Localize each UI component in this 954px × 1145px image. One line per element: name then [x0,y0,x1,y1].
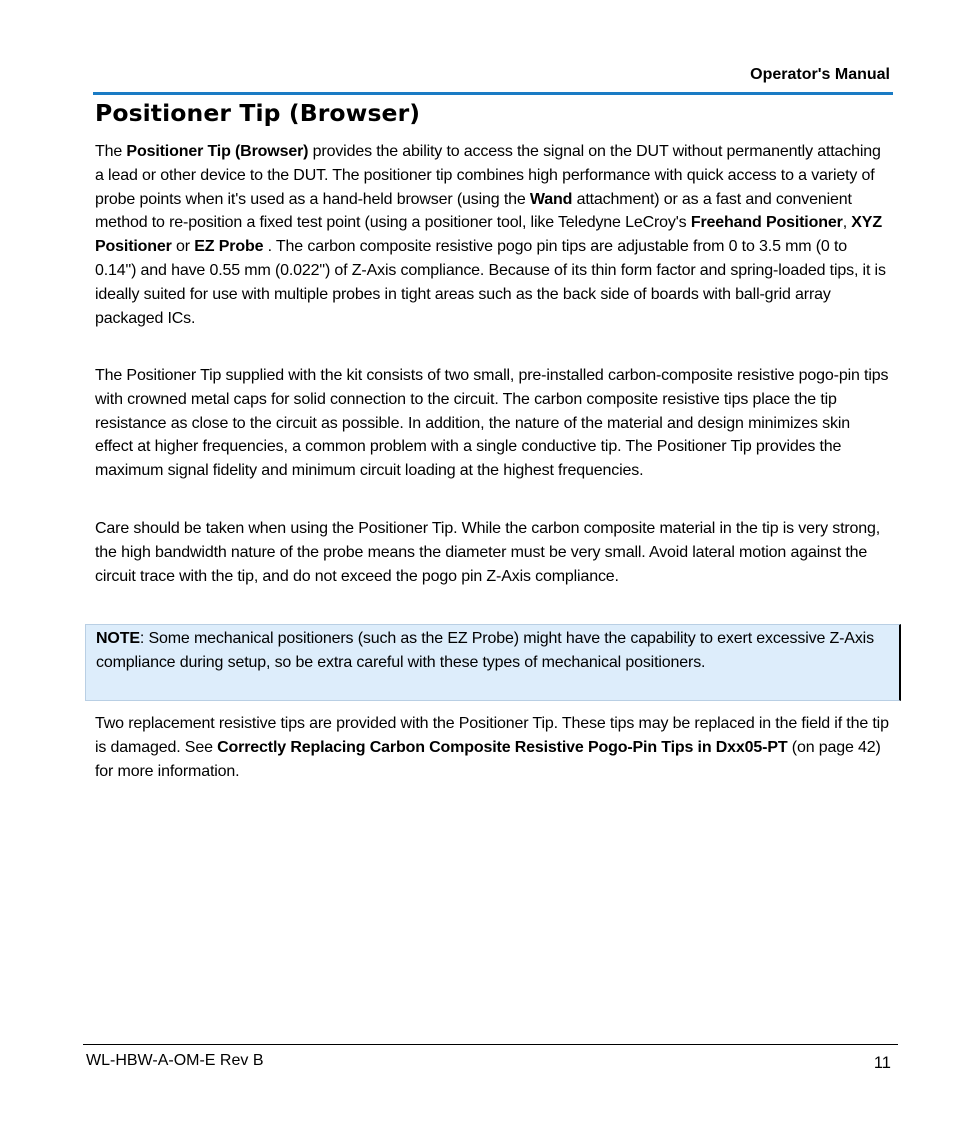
text-run: provides the ability to access the signal on the DUT without permanently attaching a lead or other device to the DUT. The positioner tip combines high performance with quick access to a variety of probe points when it's used as a hand-held browser (using the [95,143,881,208]
text-run: or [171,238,195,256]
footer-doc-id: WL-HBW-A-OM-E Rev B [86,1052,264,1069]
note-text [96,627,886,675]
footer-rule [83,1044,898,1045]
bold-text-run: Freehand Positioner [690,214,843,232]
running-header: Operator's Manual [750,66,890,83]
paragraph-replacement-tips [95,712,890,783]
text-run: , [842,214,852,232]
header-rule [93,92,893,95]
paragraph-care [95,517,890,588]
bold-text-run: Positioner Tip (Browser) [126,143,309,160]
bold-text-run: NOTE [96,630,140,647]
paragraph-kit-description [95,364,890,483]
bold-text-run: EZ Probe [194,238,264,256]
text-run: . The carbon composite resistive pogo pin tips are adjustable from 0 to 3.5 mm (0 to 0.14") and have 0.55 mm (0.022") of Z-Axis compliance. Because of its thin form factor and spring-loaded tips, it is ideally suited for use with multiple probes in tight areas such as the back side of boards with ball-grid array packaged ICs. [95,238,886,327]
page-number: 11 [873,1054,891,1072]
text-run: attachment) or as a fast and convenient method to re-position a fixed test point (using a positioner tool, like Teledyne LeCroy's [95,190,852,232]
text-run: : Some mechanical positioners (such as the EZ Probe) might have the capability to exert excessive Z-Axis compliance during setup, so be extra careful with these types of mechanical positioners. [96,630,874,671]
bold-text-run: Correctly Replacing Carbon Composite Resistive Pogo-Pin Tips in Dxx05-PT [217,738,788,756]
text-run: The [95,143,127,160]
text-run: The Positioner Tip supplied with the kit consists of two small, pre-installed carbon-composite resistive pogo-pin tips with crowned metal caps for solid connection to the circuit. The carbon composite resistive tips place the tip resistance as close to the circuit as possible. In addition, the nature of the material and design minimizes skin effect at higher frequencies, a common problem with a single conductive tip. The Positioner Tip provides the maximum signal fidelity and minimum circuit loading at the highest frequencies. [95,367,889,480]
paragraph-intro [95,140,890,330]
page-title: Positioner Tip (Browser) [95,99,421,127]
bold-text-run: XYZ Positioner [95,214,882,256]
bold-text-run: Wand [529,190,573,208]
note-box [85,624,901,701]
text-run: (on page 42) for more information. [95,738,881,780]
text-run: Care should be taken when using the Positioner Tip. While the carbon composite material in the tip is very strong, the high bandwidth nature of the probe means the diameter must be very small. Avoid lateral motion against the circuit trace with the tip, and do not exceed the pogo pin Z-Axis compliance. [95,520,881,585]
text-run: Two replacement resistive tips are provided with the Positioner Tip. These tips may be replaced in the field if the tip is damaged. See [95,715,889,756]
